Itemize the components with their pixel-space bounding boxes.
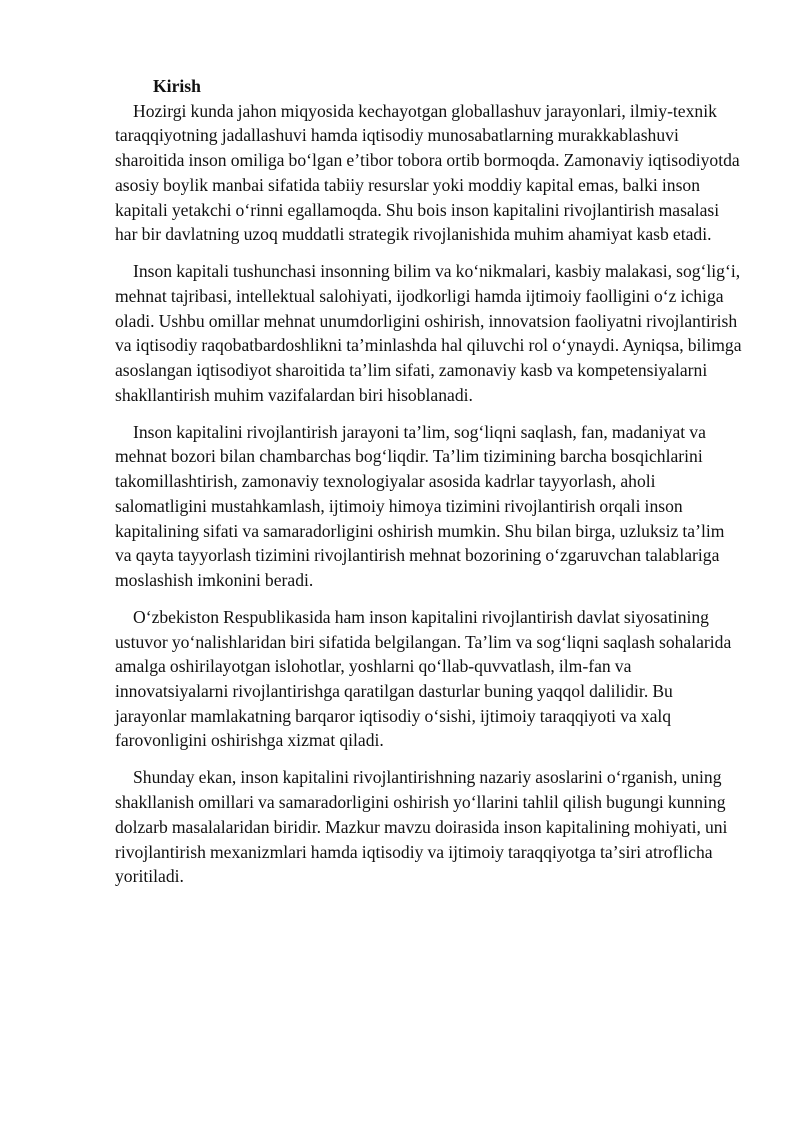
paragraph-3: Inson kapitalini rivojlantirish jarayoni taʼlim, sogʻliqni saqlash, fan, madaniyat va mehnat bozori bilan chambarchas bogʻliqdir. Taʼlim tizimining barcha bosqichlarini takomillashtirish, zamonaviy texnologiyalar asosida kadrlar tayyorlash, aholi salomatligini mustahkamlash, ijtimoiy himoya tizimini rivojlantirish orqali inson kapitalining sifati va samaradorligini oshirish mumkin. Shu bilan birga, uzluksiz taʼlim va qayta tayyorlash tizimini rivojlantirish mehnat bozorining oʻzgaruvchan talablariga moslashish imkonini beradi. — [115, 421, 725, 590]
document-page — [115, 74, 745, 901]
paragraph-4: Oʻzbekiston Respublikasida ham inson kapitalini rivojlantirish davlat siyosatining ustuvor yoʻnalishlaridan biri sifatida belgilangan. Taʼlim va sogʻliqni saqlash sohalarida amalga oshirilayotgan islohotlar, yoshlarni qoʻllab-quvvatlash, ilm-fan va innovatsiyalarni rivojlantirishga qaratilgan dasturlar buning yaqqol dalilidir. Bu jarayonlar mamlakatning barqaror iqtisodiy oʻsishi, ijtimoiy taraqqiyoti va xalq farovonligini oshirishga xizmat qiladi. — [115, 606, 732, 751]
section-heading: Kirish — [153, 76, 201, 96]
paragraph-2: Inson kapitali tushunchasi insonning bilim va koʻnikmalari, kasbiy malakasi, sogʻligʻi, mehnat tajribasi, intellektual salohiyati, ijodkorligi hamda ijtimoiy faolligini oʻz ichiga oladi. Ushbu omillar mehnat unumdorligini oshirish, innovatsion faoliyatni rivojlantirish va iqtisodiy raqobatbardoshlikni taʼminlashda hal qiluvchi rol oʻynaydi. Ayniqsa, bilimga asoslangan iqtisodiyot sharoitida taʼlim sifati, zamonaviy kasb va kompetensiyalarni shakllantirish muhim vazifalardan biri hisoblanadi. — [115, 261, 742, 405]
paragraph-1: Hozirgi kunda jahon miqyosida kechayotgan globallashuv jarayonlari, ilmiy-texnik taraqqiyotning jadallashuvi hamda iqtisodiy munosabatlarning murakkablashuvi sharoitida inson omiliga boʻlgan eʼtibor tobora ortib bormoqda. Zamonaviy iqtisodiyotda asosiy boylik manbai sifatida tabiiy resurslar yoki moddiy kapital emas, balki inson kapitali yetakchi oʻrinni egallamoqda. Shu bois inson kapitalini rivojlantirish masalasi har bir davlatning uzoq muddatli strategik rivojlanishida muhim ahamiyat kasb etadi. — [115, 100, 740, 245]
paragraph-5: Shunday ekan, inson kapitalini rivojlantirishning nazariy asoslarini oʻrganish, uning shakllanish omillari va samaradorligini oshirish yoʻllarini tahlil qilish bugungi kunning dolzarb masalalaridan biridir. Mazkur mavzu doirasida inson kapitalining mohiyati, uni rivojlantirish mexanizmlari hamda iqtisodiy va ijtimoiy taraqqiyotga taʼsiri atroflicha yoritiladi. — [115, 767, 728, 887]
